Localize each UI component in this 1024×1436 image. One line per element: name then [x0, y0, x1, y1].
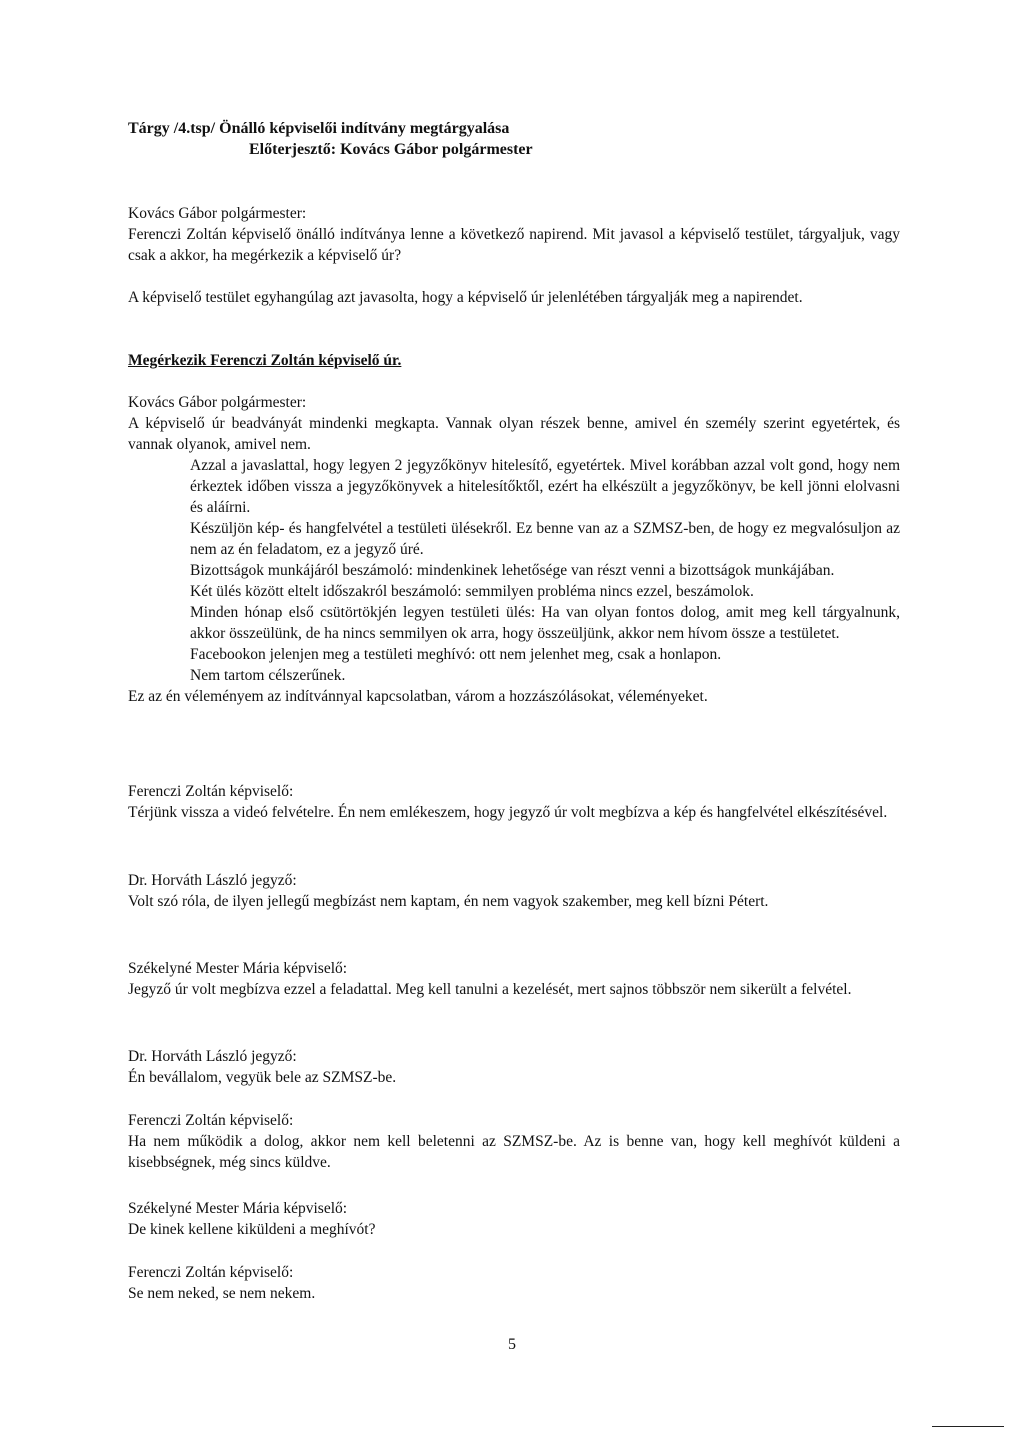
speech-point: Bizottságok munkájáról beszámoló: mindenkinek lehetősége van részt venni a bizottságok munkájában.	[190, 562, 835, 579]
minutes-block-2	[128, 287, 900, 308]
speaker-label: Ferenczi Zoltán képviselő:	[128, 1264, 294, 1281]
agenda-presenter: Előterjesztő: Kovács Gábor polgármester	[249, 141, 533, 158]
speech-points	[128, 455, 900, 686]
speaker-label: Ferenczi Zoltán képviselő:	[128, 783, 294, 800]
speech-text: Se nem neked, se nem nekem.	[128, 1285, 316, 1302]
speech-point: Készüljön kép- és hangfelvétel a testületi ülésekről. Ez benne van az a SZMSZ-ben, de hogy ez megvalósuljon az nem az én feladatom, ez a jegyző úré.	[190, 520, 900, 558]
minutes-block-7	[128, 958, 900, 1000]
minutes-block-5	[128, 781, 900, 823]
speaker-label: Székelyné Mester Mária képviselő:	[128, 1200, 348, 1217]
resolution-text: A képviselő testület egyhangúlag azt javasolta, hogy a képviselő úr jelenlétében tárgyalják meg a napirendet.	[128, 289, 803, 306]
speech-text: Volt szó róla, de ilyen jellegű megbízást nem kaptam, én nem vagyok szakember, meg kell bízni Pétert.	[128, 893, 769, 910]
speaker-label: Dr. Horváth László jegyző:	[128, 1048, 297, 1065]
speech-point: Nem tartom célszerűnek.	[190, 667, 346, 684]
minutes-block-4	[128, 392, 900, 707]
speaker-label: Kovács Gábor polgármester:	[128, 394, 307, 411]
speech-text: Ferenczi Zoltán képviselő önálló indítványa lenne a következő napirend. Mit javasol a képviselő testület, tárgyaljuk, vagy csak a akkor, ha megérkezik a képviselő úr?	[128, 226, 900, 264]
minutes-block-10	[128, 1198, 900, 1240]
minutes-block-9	[128, 1110, 900, 1173]
page-number: 5	[508, 1336, 516, 1353]
minutes-block-3	[128, 350, 900, 371]
speech-closing: Ez az én véleményem az indítvánnyal kapcsolatban, várom a hozzászólásokat, véleményeket.	[128, 688, 708, 705]
speech-point: Két ülés között eltelt időszakról beszámoló: semmilyen probléma nincs ezzel, beszámolok.	[190, 583, 754, 600]
minutes-block-11	[128, 1262, 900, 1304]
speech-point: Minden hónap első csütörtökjén legyen testületi ülés: Ha van olyan fontos dolog, amit meg kell tárgyalnunk, akkor összeülünk, de ha nincs semmilyen ok arra, hogy összeüljünk, akkor nem hívom össze a testületet.	[190, 604, 900, 642]
speaker-label: Dr. Horváth László jegyző:	[128, 872, 297, 889]
speech-text: Térjünk vissza a videó felvételre. Én nem emlékeszem, hogy jegyző úr volt megbízva a kép és hangfelvétel elkészítésével.	[128, 804, 888, 821]
speech-intro: A képviselő úr beadványát mindenki megkapta. Vannak olyan részek benne, amivel én személy szerint egyetértek, és vannak olyanok, amivel nem.	[128, 415, 900, 453]
speech-text: Jegyző úr volt megbízva ezzel a feladattal. Meg kell tanulni a kezelését, mert sajnos többször nem sikerült a felvétel.	[128, 981, 852, 998]
minutes-block-6	[128, 870, 900, 912]
minutes-block-1	[128, 203, 900, 266]
speech-text: Én bevállalom, vegyük bele az SZMSZ-be.	[128, 1069, 397, 1086]
speech-point: Azzal a javaslattal, hogy legyen 2 jegyzőkönyv hitelesítő, egyetértek. Mivel korábban azzal volt gond, hogy nem érkeztek időben vissza a jegyzőkönyvek a hitelesítőktől, ezért ha elkészült a jegyzőkönyv, be kell jönni elolvasni és aláírni.	[190, 457, 900, 516]
minutes-block-8	[128, 1046, 900, 1088]
agenda-title: Tárgy /4.tsp/ Önálló képviselői indítvány megtárgyalása	[128, 120, 510, 137]
speech-point: Facebookon jelenjen meg a testületi meghívó: ott nem jelenhet meg, csak a honlapon.	[190, 646, 722, 663]
speaker-label: Ferenczi Zoltán képviselő:	[128, 1112, 294, 1129]
agenda-heading	[128, 118, 900, 160]
arrival-note: Megérkezik Ferenczi Zoltán képviselő úr.	[128, 352, 402, 369]
speech-text: De kinek kellene kiküldeni a meghívót?	[128, 1221, 376, 1238]
speaker-label: Székelyné Mester Mária képviselő:	[128, 960, 348, 977]
speaker-label: Kovács Gábor polgármester:	[128, 205, 307, 222]
footer-divider	[932, 1426, 1004, 1427]
speech-text: Ha nem működik a dolog, akkor nem kell beletenni az SZMSZ-be. Az is benne van, hogy kell meghívót küldeni a kisebbségnek, még sincs küldve.	[128, 1133, 900, 1171]
